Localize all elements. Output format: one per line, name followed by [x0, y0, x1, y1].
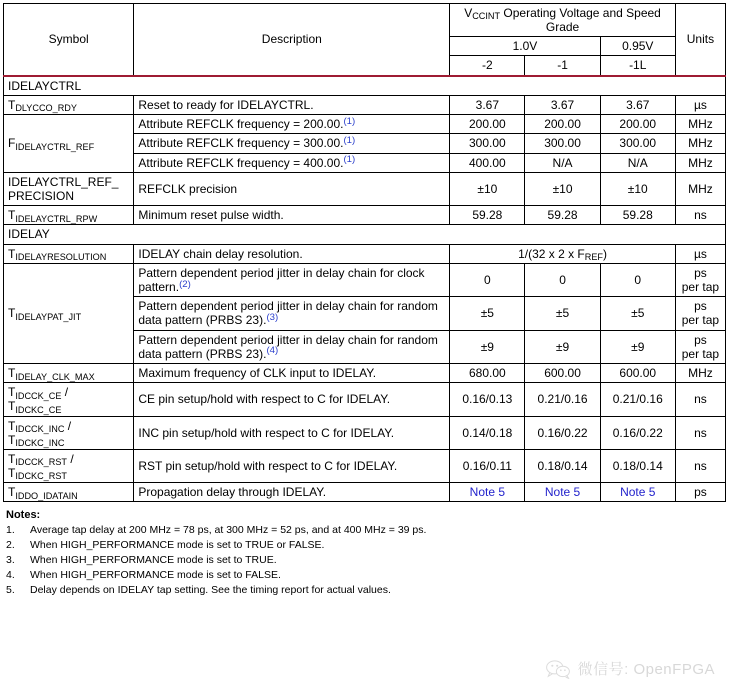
note-text: Average tap delay at 200 MHz = 78 ps, at 300 MHz = 52 ps, and at 400 MHz = 39 ps.: [30, 524, 427, 537]
notes-title: Notes:: [6, 509, 41, 522]
note-item: [6, 538, 726, 553]
description-text: Attribute REFCLK frequency = 400.00.: [138, 155, 344, 170]
cell-value-grade-1l: N/A: [600, 153, 675, 172]
table-row: [4, 383, 726, 416]
description-text: IDELAY chain delay resolution.: [138, 246, 303, 261]
cell-description: [134, 330, 450, 363]
description-text: Maximum frequency of CLK input to IDELAY.: [138, 366, 377, 381]
symbol-text: $T_{IDELAYPAT\_JIT}$: [8, 306, 82, 322]
cell-description: [134, 114, 450, 133]
cell-value-grade-2: 0.14/0.18: [450, 416, 525, 449]
cell-value-grade-1l: 600.00: [600, 364, 675, 383]
cell-value-grade-2: ±10: [450, 172, 525, 205]
note-number: 2.: [6, 539, 15, 552]
notes-list: [6, 523, 726, 598]
symbol-text: $T_{IDDO\_IDATAIN}$: [8, 485, 78, 501]
cell-units: ns: [675, 206, 725, 225]
header-grade-1l: -1L: [600, 56, 675, 76]
cell-value-grade-2: 59.28: [450, 206, 525, 225]
cell-description: [134, 483, 450, 502]
note-item: [6, 523, 726, 538]
cell-units: ps per tap: [675, 263, 725, 296]
cell-description: [134, 449, 450, 482]
cell-value-grade-1: 200.00: [525, 114, 600, 133]
cell-value-grade-2: 200.00: [450, 114, 525, 133]
note-item: [6, 568, 726, 583]
note-number: 5.: [6, 583, 15, 596]
cell-value-grade-1: 300.00: [525, 134, 600, 153]
symbol-text: $F_{IDELAYCTRL\_REF}$: [8, 136, 95, 152]
cell-units: ps per tap: [675, 297, 725, 330]
cell-units: µs: [675, 244, 725, 263]
cell-symbol: [4, 114, 134, 172]
cell-value-grade-2[interactable]: Note 5: [450, 483, 525, 502]
cell-value-grade-1: 0: [525, 263, 600, 296]
note-number: 3.: [6, 554, 15, 567]
header-units: Units: [675, 4, 725, 76]
section-header-row: [4, 225, 726, 244]
cell-value-grade-1: ±10: [525, 172, 600, 205]
symbol-text: $T_{IDELAY\_CLK\_MAX}$: [8, 366, 95, 382]
cell-units: MHz: [675, 172, 725, 205]
cell-symbol: [4, 206, 134, 225]
description-text: Minimum reset pulse width.: [138, 208, 284, 223]
cell-value-grade-2: 300.00: [450, 134, 525, 153]
note-text: When HIGH_PERFORMANCE mode is set to TRUE or FALSE.: [30, 539, 325, 552]
header-voltage-1v0: 1.0V: [450, 37, 600, 56]
description-text: Pattern dependent period jitter in delay chain for clock pattern.: [138, 265, 425, 294]
cell-symbol: [4, 416, 134, 449]
note-text: Delay depends on IDELAY tap setting. See the timing report for actual values.: [30, 583, 391, 596]
symbol-text: $T_{IDCCK\_INC}$ /: [8, 418, 72, 434]
header-voltage-group: [450, 4, 676, 37]
footnote-marker[interactable]: (1): [343, 134, 356, 146]
header-grade-2: -2: [450, 56, 525, 76]
footnote-marker[interactable]: (4): [266, 345, 279, 357]
header-symbol: Symbol: [4, 4, 134, 76]
description-text: Attribute REFCLK frequency = 200.00.: [138, 116, 344, 131]
cell-units: MHz: [675, 114, 725, 133]
cell-description: [134, 263, 450, 296]
symbol-text: $T_{IDELAYRESOLUTION}$: [8, 246, 107, 262]
cell-value-grade-1l: 200.00: [600, 114, 675, 133]
symbol-text-secondary: $T_{IDCKC\_RST}$: [8, 466, 67, 482]
cell-value-grade-1l: 59.28: [600, 206, 675, 225]
table-body: [4, 76, 726, 502]
cell-description: [134, 244, 450, 263]
header-voltage-subscript: CCINT: [472, 11, 501, 22]
description-text: Pattern dependent period jitter in delay chain for random data pattern (PRBS 23).: [138, 332, 438, 361]
cell-description: [134, 95, 450, 114]
table-row: [4, 483, 726, 502]
watermark-text: 微信号: OpenFPGA: [577, 661, 715, 678]
footnote-marker[interactable]: (1): [343, 115, 356, 127]
cell-description: [134, 416, 450, 449]
cell-value-grade-1: 0.18/0.14: [525, 449, 600, 482]
cell-value-grade-1l: 300.00: [600, 134, 675, 153]
cell-description: [134, 206, 450, 225]
table-row: [4, 263, 726, 296]
cell-description: [134, 153, 450, 172]
cell-value-grade-1: N/A: [525, 153, 600, 172]
description-text: RST pin setup/hold with respect to C for IDELAY.: [138, 458, 398, 473]
cell-units: µs: [675, 95, 725, 114]
footnote-marker[interactable]: (2): [179, 278, 191, 290]
description-text: Propagation delay through IDELAY.: [138, 485, 327, 500]
header-voltage-prefix: V: [464, 6, 473, 20]
cell-value-grade-2: 0: [450, 263, 525, 296]
symbol-text: IDELAYCTRL_REF_ PRECISION: [8, 174, 119, 204]
table-row: [4, 449, 726, 482]
cell-value-grade-1l: 0.18/0.14: [600, 449, 675, 482]
note-item: [6, 553, 726, 568]
table-row: [4, 95, 726, 114]
cell-value-grade-1l: 0: [600, 263, 675, 296]
note-number: 4.: [6, 569, 15, 582]
note-text: When HIGH_PERFORMANCE mode is set to TRUE.: [30, 554, 277, 567]
footnote-marker[interactable]: (3): [266, 311, 279, 323]
cell-value-grade-1l: 0.16/0.22: [600, 416, 675, 449]
symbol-text: $T_{IDCCK\_CE}$ /: [8, 385, 69, 401]
note-item: [6, 583, 726, 598]
description-text: REFCLK precision: [138, 181, 238, 196]
cell-value-grade-2: 0.16/0.11: [450, 449, 525, 482]
cell-value-grade-1: 0.21/0.16: [525, 383, 600, 416]
cell-formula: 1/(32 x 2 x $F_{REF}$): [450, 244, 676, 263]
description-text: Attribute REFCLK frequency = 300.00.: [138, 136, 344, 151]
cell-units: ps per tap: [675, 330, 725, 363]
cell-units: ns: [675, 383, 725, 416]
cell-units: ps: [675, 483, 725, 502]
cell-symbol: [4, 383, 134, 416]
table-row: [4, 114, 726, 133]
notes-section: [3, 509, 726, 598]
header-description: Description: [134, 4, 450, 76]
cell-units: MHz: [675, 134, 725, 153]
description-text: Reset to ready for IDELAYCTRL.: [138, 97, 314, 112]
cell-description: [134, 134, 450, 153]
wechat-icon: [545, 659, 571, 679]
cell-value-grade-1l: 0.21/0.16: [600, 383, 675, 416]
description-text: INC pin setup/hold with respect to C for IDELAY.: [138, 425, 395, 440]
note-text: When HIGH_PERFORMANCE mode is set to FALSE.: [30, 569, 281, 582]
cell-value-grade-1l[interactable]: Note 5: [600, 483, 675, 502]
cell-symbol: [4, 364, 134, 383]
cell-value-grade-1: 600.00: [525, 364, 600, 383]
cell-value-grade-1l: ±10: [600, 172, 675, 205]
cell-value-grade-2: ±9: [450, 330, 525, 363]
cell-symbol: [4, 449, 134, 482]
cell-description: [134, 297, 450, 330]
table-row: [4, 206, 726, 225]
cell-value-grade-1: ±5: [525, 297, 600, 330]
cell-symbol: [4, 244, 134, 263]
footnote-marker[interactable]: (1): [343, 154, 356, 166]
cell-symbol: [4, 483, 134, 502]
section-header-row: [4, 76, 726, 96]
symbol-text: $T_{IDCCK\_RST}$ /: [8, 451, 74, 468]
cell-symbol: [4, 263, 134, 363]
cell-value-grade-2: 3.67: [450, 95, 525, 114]
cell-value-grade-2: 400.00: [450, 153, 525, 172]
cell-value-grade-2: 680.00: [450, 364, 525, 383]
cell-description: [134, 383, 450, 416]
cell-units: ns: [675, 449, 725, 482]
note-number: 1.: [6, 524, 15, 537]
header-grade-1: -1: [525, 56, 600, 76]
header-voltage-rest: Operating Voltage and Speed Grade: [500, 6, 661, 35]
symbol-text: $T_{DLYCCO\_RDY}$: [8, 97, 77, 114]
cell-units: MHz: [675, 153, 725, 172]
cell-value-grade-1[interactable]: Note 5: [525, 483, 600, 502]
timing-spec-table: [3, 3, 726, 502]
cell-description: [134, 364, 450, 383]
cell-value-grade-1: 0.16/0.22: [525, 416, 600, 449]
description-text: CE pin setup/hold with respect to C for IDELAY.: [138, 392, 391, 407]
cell-value-grade-2: 0.16/0.13: [450, 383, 525, 416]
cell-value-grade-1l: ±9: [600, 330, 675, 363]
cell-value-grade-2: ±5: [450, 297, 525, 330]
table-row: [4, 364, 726, 383]
table-header: [4, 4, 726, 76]
section-title: IDELAYCTRL: [4, 76, 726, 96]
cell-value-grade-1l: 3.67: [600, 95, 675, 114]
cell-symbol: [4, 172, 134, 205]
header-voltage-0v95: 0.95V: [600, 37, 675, 56]
table-row: [4, 244, 726, 263]
cell-description: [134, 172, 450, 205]
cell-symbol: [4, 95, 134, 114]
cell-value-grade-1: 59.28: [525, 206, 600, 225]
cell-value-grade-1: ±9: [525, 330, 600, 363]
table-row: [4, 416, 726, 449]
wechat-watermark: [545, 658, 715, 679]
cell-value-grade-1l: ±5: [600, 297, 675, 330]
symbol-text-secondary: $T_{IDCKC\_INC}$: [8, 432, 65, 449]
cell-units: ns: [675, 416, 725, 449]
symbol-text: $T_{IDELAYCTRL\_RPW}$: [8, 208, 98, 224]
symbol-text-secondary: $T_{IDCKC\_CE}$: [8, 399, 62, 415]
table-row: [4, 172, 726, 205]
section-title: IDELAY: [4, 225, 726, 244]
description-text: Pattern dependent period jitter in delay chain for random data pattern (PRBS 23).: [138, 299, 438, 328]
cell-units: MHz: [675, 364, 725, 383]
cell-value-grade-1: 3.67: [525, 95, 600, 114]
